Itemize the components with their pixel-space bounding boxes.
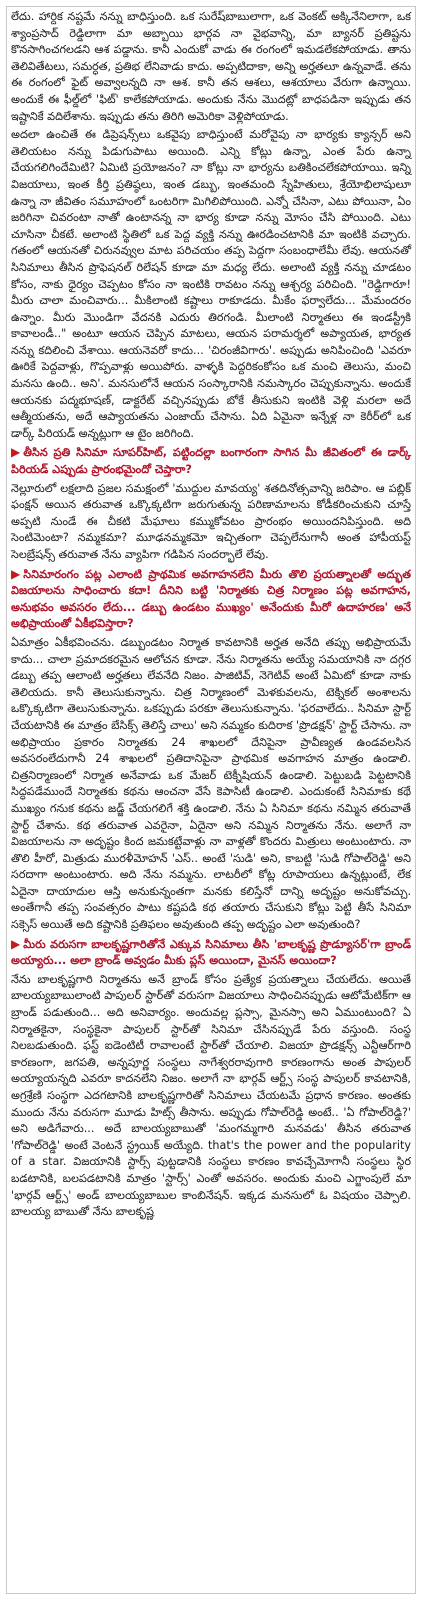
arrow-bullet-icon: ▶ — [11, 566, 21, 581]
question-text: సినిమారంగం పట్ల ఎలాంటి ప్రాథమిక అవగాహనలేని మీరు తొలి ప్రయత్నాలతో అద్భుత విజయాలను సాధించారు కదా! దీనిని బట్టి 'నిర్మాతకు చిత్ర నిర్మాణం పట్ల అవగాహన, అనుభవం అవసరం లేదు... డబ్బు ఉండటం ముఖ్యం' అనేందుకు మీరో ఉదాహరణ' అనే అభిప్రాయంతో ఏకీభవిస్తారా? — [11, 567, 411, 631]
interview-question — [11, 444, 411, 478]
answer-paragraph: నెల్లూరులో లక్షలాది ప్రజల సమక్షంలో 'ముద్దుల మావయ్య' శతదినోత్సవాన్ని జరిపాం. ఆ పబ్లిక్ ఫంక్షన్ అయిన తరువాత ఒక్కొక్కటిగా జరుగుతున్న పరిణామాలను కోడీకరించుకుని చూస్తే అప్పటి నుండే ఈ చీకటి మేఘాలు కమ్ముకోవటం ప్రారంభం అయిందనిపిస్తుంది. అది సెంటిమెంటా? నమ్మకమా? మూఢనమ్మకమో ఇచ్చితంగా చెప్పలేనుగానీ అంత హాపీయస్ట్ సెలబ్రేషన్స్ తరువాత నేను వ్యాపిగా గడిపిన సందర్భాలే లేవు. — [11, 481, 411, 561]
question-text: మీరు వరుసగా బాలకృష్ణగారితోనే ఎక్కువ సినిమాలు తీసి 'బాలకృష్ణ ప్రొడ్యూసర్'గా బ్రాండ్ అయ్యారు... అలా బ్రాండ్ అవ్వడం మీకు ప్లస్ అయిందా, మైనస్ అయిందా? — [11, 937, 411, 968]
arrow-bullet-icon: ▶ — [11, 936, 21, 951]
interview-question — [11, 566, 411, 633]
answer-paragraph: లేదు. హార్దిక నష్టమే నన్ను బాధిస్తుంది. ఒక సురేష్‌బాబులాగా, ఒక వెంకట్ అక్కినేనిలాగా, ఒక శ్యాంప్రసాద్ రెడ్డిలాగా మా అబ్బాయి భార్గవ నా వైభవాన్ని, మా బ్యానర్ ప్రతిష్టను కొనసాగించగలడని ఆశ పడ్డాను. కానీ ఎందుకో వాడు ఈ రంగంలో ఇమడలేకపోయాడు. తాను తెలివితేటలు, సమర్ధత, ప్రతిభ లేనివాడు కాదు. అప్పటిదాకా, అన్ని అర్హతలూ ఉన్నవాడే. తను ఈ రంగంలో ఫైట్ అవ్వాలన్నది నా ఆశ. కానీ తన ఆశలు, ఆశయాలు వేరుగా ఉన్నాయి. అందుకే ఈ ఫీల్డ్‌లో 'ఫిట్' కాలేకపోయాడు. అందుకు నేను మొదట్లో బాధపడినా ఇప్పుడు తన ఇష్టానికే వదిలేశాను. ఇప్పుడు తను తిరిగి అమెరికా వెళ్లిపోయాడు. — [11, 10, 411, 123]
question-text: తీసిన ప్రతి సినిమా సూపర్‌హిట్, పట్టిందల్లా బంగారంగా సాగిన మీ జీవితంలో ఈ డార్క్ పిరియడ్ ఎప్పుడు ప్రారంభమైందో చెప్తారా? — [11, 446, 411, 477]
answer-paragraph: ఏమాత్రం ఏకీభవించను. డబ్బుండటం నిర్మాత కావటానికి అర్హత అనేది తప్పు అభిప్రాయమే కాదు... చాలా ప్రమాదకరమైన ఆలోచన కూడా. నేను నిర్మాతను అయ్యే సమయానికి నా దగ్గర డబ్బు తప్ప ఆలాంటి అర్హతలు లేవనేది నిజం. పాజిటివ్, నెగెటివ్ అంటే ఏమిటో కూడా నాకు తెలియదు. కానీ తెలుసుకున్నాను. చిత్ర నిర్మాణంలో మెళకువలను, టెక్నికల్ అంశాలను ఒక్కొక్కటిగా తెలుసుకున్నాను. ఒకప్పుడు పరకూ తెలుసుకున్నాను. 'ఫరవాలేదు.. సినిమా స్టార్ట్ చేయటానికి ఈ మాత్రం బేసిక్స్ తెలిస్తే చాలు' అని నమ్మకం కుదిరాక 'ప్రొడక్షన్' స్టార్ట్ చేసాను. నా అభిప్రాయం ప్రకారం నిర్మాతకు 24 శాఖలలో దేనిపైనా ప్రావీణ్యత ఉండవలసిన అవసరంలేదుగానీ 24 శాఖలలో ప్రతిదానిపైనా ప్రాథమిక అవగాహన మాత్రం ఉండాలి. చిత్రనిర్మాణంలో నిర్మాత అనేవాడు ఒక మేజర్ టెక్నీషియన్ ఉండాలి. పెట్టుబడి పెట్టటానికి సిద్ధపడేముందే నిర్మాతకు కథను ఆంచనా వేసే కెపాసిటీ ఉండాలి. ఎందుకంటే సినిమాకు కథే ముఖ్యం గనుక కథను జడ్జ్ చేయగలిగే శక్తి ఉండాలి. నేను ఏ సినిమా కథను నమ్మిన తరువాతే స్టార్ట్ చేశాను. కథ తరువాత ఎవరైనా, ఏదైనా అని నమ్మిన నిర్మాతను నేను. అలాగే నా విజయాలను నా అదృష్టం కింద జమకట్టేవాళ్లు నా వాళ్లతో కొందరు మిత్రులు అంటుంటారు. నా తొలి హీరో, మిత్రుడు మురళీమోహన్ 'ఎస్‌.. అంటే 'సుడి' అని, కాబట్టి 'సుడి గోపాల్‌రెడ్డి' అని సరదాగా అంటుంటారు. అది నేను నమ్మను. లాటరీలో కోట్ల రూపాయలు ఉన్నట్లుంటే, లేక ఏదైనా దాయాదుల ఆస్తి అనుకున్నంతగా మనకు కలిస్తేనో దాన్ని అదృష్టం అనుకోవచ్చు. అంతేగానీ తప్ప సంవత్సరం పాటు కష్టపడి కథ తయారు చేసుకుని కోట్లు పెట్టి తీసే సినిమా సక్సెస్ అయితే అది కష్టానికి ప్రతిఫలం అవుతుంది తప్ప అదృష్టం ఎలా అవుతుంది? — [11, 635, 411, 932]
interview-question — [11, 936, 411, 970]
answer-paragraph: అదలా ఉంచితే ఈ డిప్రెషన్స్‌లు ఒకవైపు బాధిస్తుంటే మరోవైపు నా భార్యకు క్యాన్సర్ అని తెలియటం నన్ను పిడుగుపాటు అయింది. ఎన్ని కోట్లు ఉన్నా, ఎంత పేరు ఉన్నా చేయగలిగిందేమిటి? ఏమిటి ప్రయోజనం? నా కోట్లు నా భార్యను బతికించలేకపోయాయి. ఇన్ని విజయాలు, ఇంత కీర్తి ప్రతిష్ఠలు, ఇంత డబ్బు, ఇంతమంది స్నేహితులు, శ్రేయోభిలాషులూ ఉన్నా నా జీవితం సమూహంలో ఒంటరిగా మిగిలిపోయింది. ఎన్నో చేసినా, ఎటు పోయినా, ఏం జరిగినా చివరంటా నాతో ఉంటానన్న నా భార్య కూడా నన్ను మోసం చేసి పోయింది. ఎటు చూసినా చీకటే. అలాంటి స్థితిలో ఒక పెద్ద వ్యక్తి నన్ను ఊరడించటానికి మా ఇంటికి వచ్చారు. గతంలో ఆయనతో చిరునవ్వుల మాట పరిచయం తప్ప పెద్దగా సంబంధాలేమీ లేవు. ఆయనతో సినిమాలు తీసిన ప్రొఫెషనల్ రిలేషన్ కూడా మా మధ్య లేదు. అలాంటి వ్యక్తి నన్ను చూడటం కోసం, నాకు ధైర్యం చెప్పటం కోసం నా ఇంటికి రావటం నన్ను ఆశ్చర్య పరిచింది. "రెడ్డిగారూ! మీరు చాలా మంచివారు... మీకిలాంటి కష్టాలు రాకూడదు. మీకేం ఫర్వాలేదు... మేమందరం ఉన్నాం. మీరు మొండిగా వేదనకి ఎదురు తిరగండి. మీలాంటి నిర్మాతలు ఈ ఇండస్ట్రీకి కావాలండీ.." అంటూ ఆయన చెప్పిన మాటలు, ఆయన పరామర్శలో అప్యాయత, భార్యత నన్ను కదిలించి వేశాయి. ఆయనెవరో కాదు... 'చిరంజీవిగారు'. అప్పుడు అనిపించింది 'ఎవరూ ఊరికే పెద్దవాళ్లు, గొప్పవాళ్లు అయిపోరు. వాళ్ళకి పెద్దరికంకోసం ఒక మంచి తెలుసు, మంచి మనసు ఉంది.. అని'. మనసులోనే ఆయన సంస్కారానికి నమస్కారం చెప్పుకున్నాను. అందుకే ఆయనకు పద్మభూషణ్, డాక్టరేట్ వచ్చినప్పుడు బోకే తీసుకుని ఇంటికి వెళ్లి మరలా అదే ఆత్మీయతను, అదే ఆప్యాయతను ఎంజాయ్ చేసాను. ఏది ఏమైనా ఇన్నేళ్ల నా కెరీర్‌లో ఒక డార్క్ పిరియడ్ అన్నట్లుగా ఆ టైం జరిగింది. — [11, 128, 411, 440]
arrow-bullet-icon: ▶ — [11, 445, 21, 460]
answer-paragraph: నేను బాలకృష్ణగారి నిర్మాతను అనే బ్రాండ్ కోసం ప్రత్యేక ప్రయత్నాలు చేయలేదు. అయితే బాలయ్యబాబులాంటి పాపులర్ స్టార్‌తో వరుసగా విజయాలు సాధించినప్పుడు ఆటోమేటిక్‌గా ఆ బ్రాండ్ పడుతుంది... అది అనివార్యం. అందువల్ల ప్లస్సా, మైనస్సా అని ఏముంటుంది? ఏ నిర్మాతకైనా, సంస్థకైనా పాపులర్ స్టార్‌తో సినిమా చేసినప్పుడే పేరు వస్తుంది. సంస్థ నిలబడుతుంది. ఫస్ట్ ఐడెంటిటీ రావాలంటే స్టార్‌తో చేయాలి. విజయా ప్రొడక్షన్స్ ఎన్టీఆర్‌గారి కారణంగా, జగపతి, అన్నపూర్ణ సంస్థలు నాగేశ్వరరావుగారి కారణంగాను అంత పాపులర్ అయ్యాయన్నది ఎవరూ కాదనలేని నిజం. అలాగే నా భార్గవ్ ఆర్ట్స్ సంస్థ పాపులర్ కావటానికి, అగ్రశ్రేణి సంస్థగా ఎదగటానికి బాలకృష్ణగారితో సినిమాలు చేయటమే ప్రధాన కారణం. అంతకు ముందు నేను వరుసగా మూడు హిట్స్ తీసాను. అప్పుడు గోపాల్‌రెడ్డి అంటే.. 'ఏ గోపాల్‌రెడ్డి?' అని అడిగేవారు... అదే బాలయ్యబాబుతో 'మంగమ్మగారి మనవడు' తీసిన తరువాత 'గోపాల్‌రెడ్డి' అంటే వెంటనే స్ట్రయిక్ అయ్యేది. that's the power and the popularity of a star. విజయానికి స్టార్స్ పుట్టడానికి సంస్థలు కారణం కావచ్చేమోగానీ సంస్థలు స్థిర బడటానికి, బలపడటానికి మాత్రం 'స్టార్స్' ఎంతో అవసరం. అందుకు మంచి ఎగ్జాంపులే మా 'భార్గవ్ ఆర్ట్స్' అండ్ బాలయ్యబాబుల కాంబినేషన్. ఇక్కడ మనసులో ఓ విషయం చెప్పాలి. బాలయ్య బాబుతో నేను బాలకృష్ణ — [11, 972, 411, 1219]
magazine-page — [6, 6, 416, 1594]
